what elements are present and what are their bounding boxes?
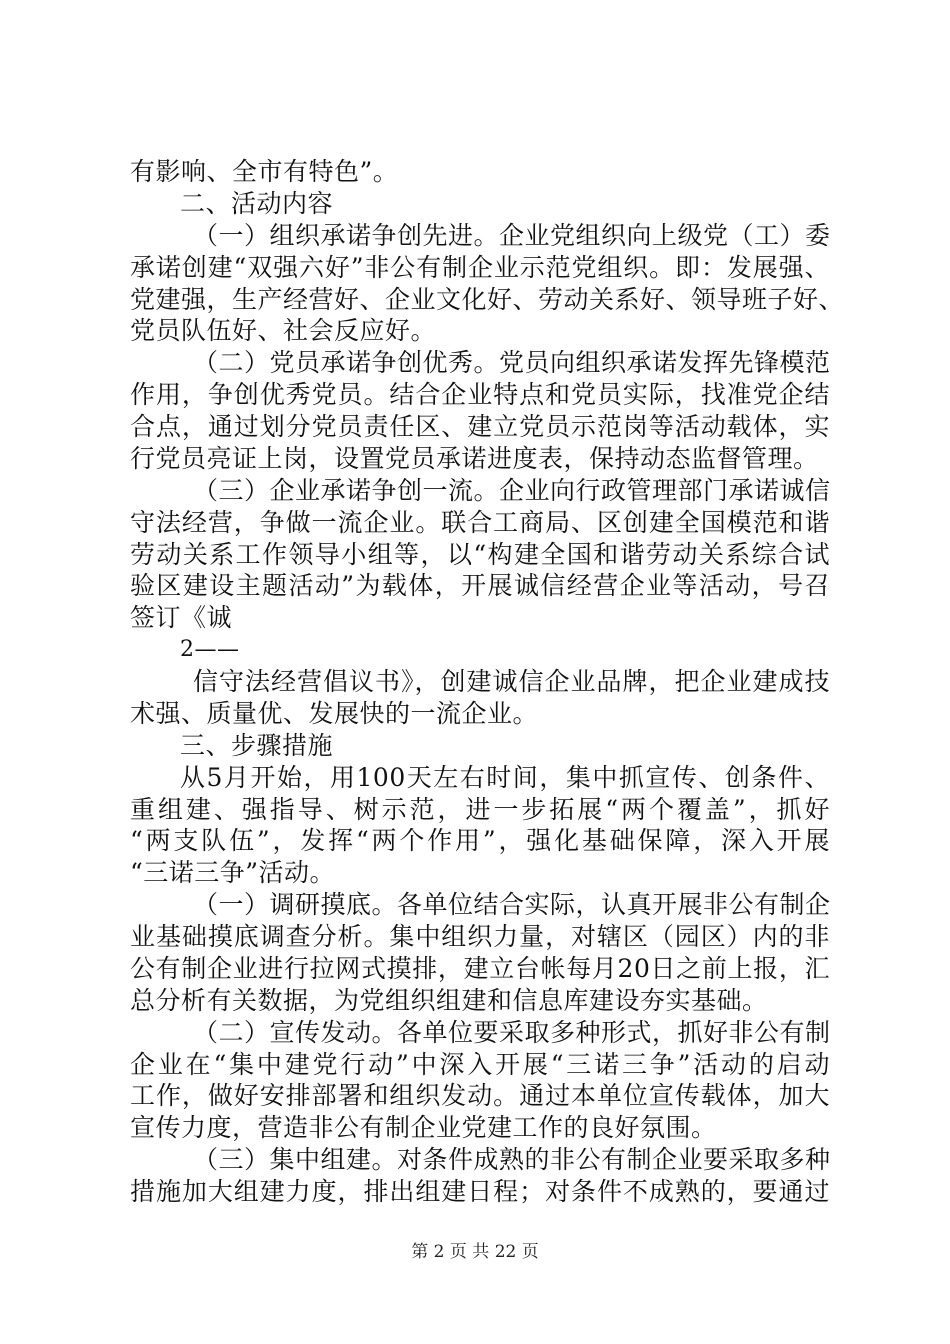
text-line: 有影响、全市有特色”。 — [130, 157, 399, 186]
text-line: （一）组织承诺争创先进。企业党组织向上级党（工）委 — [193, 221, 831, 250]
text-line: （三）企业承诺争创一流。企业向行政管理部门承诺诚信 — [193, 476, 831, 505]
text-line: “三诺三争”活动。 — [130, 858, 336, 887]
text-line: 验区建设主题活动”为载体，开展诚信经营企业等活动，号召 — [130, 571, 830, 600]
text-line: 公有制企业进行拉网式摸排，建立台帐每月20日之前上报，汇 — [130, 954, 830, 983]
text-line: （二）党员承诺争创优秀。党员向组织承诺发挥先锋模范 — [193, 348, 831, 377]
section-heading: 二、活动内容 — [180, 189, 334, 218]
text-line: 合点，通过划分党员责任区、建立党员示范岗等活动载体，实 — [130, 412, 830, 441]
text-line: 企业在“集中建党行动”中深入开展“三诺三争”活动的启动 — [130, 1050, 830, 1079]
text-line: 签订《诚 — [130, 603, 233, 632]
text-line: 总分析有关数据，为党组织组建和信息库建设夯实基础。 — [130, 986, 768, 1015]
text-line: 守法经营，争做一流企业。联合工商局、区创建全国模范和谐 — [130, 508, 830, 537]
text-line: 承诺创建“双强六好”非公有制企业示范党组织。即：发展强、 — [130, 253, 830, 282]
page-marker: 2—— — [180, 637, 240, 662]
text-line: （三）集中组建。对条件成熟的非公有制企业要采取多种 — [193, 1145, 831, 1174]
text-line: 业基础摸底调查分析。集中组织力量，对辖区（园区）内的非 — [130, 922, 830, 951]
text-line: 术强、质量优、发展快的一流企业。 — [130, 699, 539, 728]
text-line: 作用，争创优秀党员。结合企业特点和党员实际，找准党企结 — [130, 380, 830, 409]
page-footer: 第 2 页 共 22 页 — [411, 1242, 539, 1262]
text-line: （二）宣传发动。各单位要采取多种形式，抓好非公有制 — [193, 1018, 831, 1047]
section-heading: 三、步骤措施 — [180, 731, 334, 760]
text-line: 工作，做好安排部署和组织发动。通过本单位宣传载体，加大 — [130, 1081, 830, 1110]
text-line: 从5月开始，用100天左右时间，集中抓宣传、创条件、 — [180, 763, 830, 792]
text-line: （一）调研摸底。各单位结合实际，认真开展非公有制企 — [193, 890, 831, 919]
text-line: 措施加大组建力度，排出组建日程；对条件不成熟的，要通过 — [130, 1177, 830, 1206]
text-line: 行党员亮证上岗，设置党员承诺进度表，保持动态监督管理。 — [130, 444, 819, 473]
text-line: 劳动关系工作领导小组等，以“构建全国和谐劳动关系综合试 — [130, 540, 830, 569]
text-line: 党建强，生产经营好、企业文化好、劳动关系好、领导班子好、 — [130, 285, 845, 314]
text-line: 宣传力度，营造非公有制企业党建工作的良好氛围。 — [130, 1113, 717, 1142]
text-line: 重组建、强指导、树示范，进一步拓展“两个覆盖”，抓好 — [130, 795, 830, 824]
text-line: “两支队伍”，发挥“两个作用”，强化基础保障，深入开展 — [130, 826, 830, 855]
text-line: 党员队伍好、社会反应好。 — [130, 316, 437, 345]
text-line: 信守法经营倡议书》，创建诚信企业品牌，把企业建成技 — [193, 667, 830, 696]
